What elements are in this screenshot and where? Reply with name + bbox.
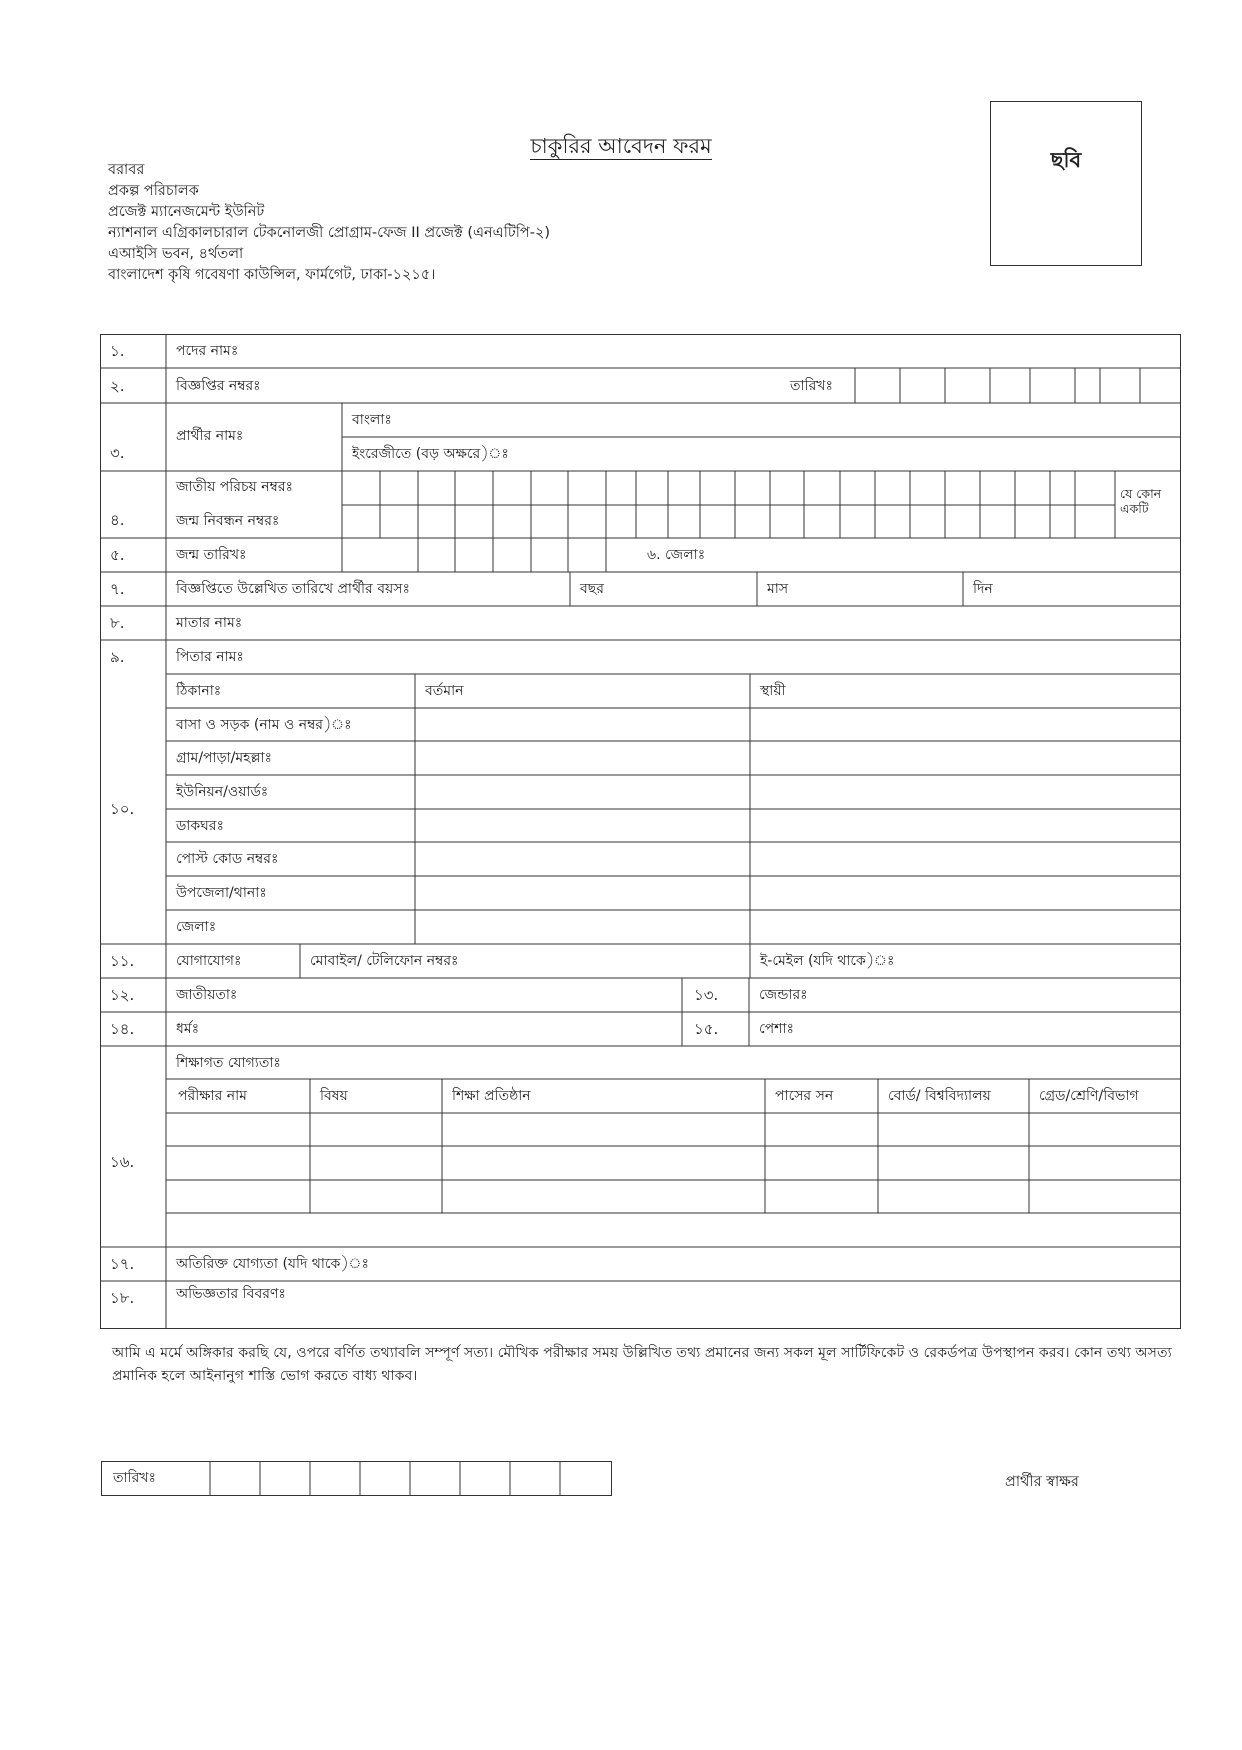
name-bangla-label: বাংলাঃ — [352, 412, 392, 428]
row-number: ১২. — [110, 986, 135, 1004]
row-number: ১. — [110, 342, 125, 360]
row-number: ১৪. — [110, 1020, 135, 1038]
email-label: ই-মেইল (যদি থাকে)ঃ — [760, 953, 895, 969]
row-number: ৫. — [110, 546, 125, 564]
birth-registration-label: জন্ম নিবন্ধন নম্বরঃ — [176, 513, 280, 529]
post-office-label: ডাকঘরঃ — [176, 818, 224, 834]
edu-header-subject: বিষয় — [320, 1088, 348, 1104]
name-english-label: ইংরেজীতে (বড় অক্ষরে)ঃ — [352, 446, 509, 462]
photo-label: ছবি — [1050, 148, 1082, 172]
row-number: ৯. — [110, 648, 125, 666]
edu-header-grade: গ্রেড/শ্রেণি/বিভাগ — [1039, 1088, 1139, 1104]
form-title: চাকুরির আবেদন ফরম — [530, 134, 712, 158]
row-number: ২. — [110, 377, 125, 395]
application-form-table — [100, 334, 1181, 1329]
edu-header-exam: পরীক্ষার নাম — [178, 1088, 247, 1104]
row-number: ১৩. — [694, 986, 719, 1004]
present-address-label: বর্তমান — [425, 683, 464, 699]
house-road-label: বাসা ও সড়ক (নাম ও নম্বর)ঃ — [176, 717, 352, 733]
permanent-address-label: স্থায়ী — [760, 683, 786, 699]
address-district-label: জেলাঃ — [176, 919, 217, 935]
circular-number-label: বিজ্ঞপ্তির নম্বরঃ — [176, 378, 261, 394]
row-number: ১৮. — [110, 1289, 135, 1307]
post-code-label: পোস্ট কোড নম্বরঃ — [176, 851, 279, 867]
addressee-line: ন্যাশনাল এগ্রিকালচারাল টেকনোলজী প্রোগ্রাম-ফেজ II প্রজেক্ট (এনএটিপি-২) — [108, 225, 551, 241]
birth-date-label: জন্ম তারিখঃ — [176, 547, 247, 563]
addressee-line: প্রজেক্ট ম্যানেজমেন্ট ইউনিট — [108, 204, 265, 220]
footer-date-label: তারিখঃ — [113, 1470, 156, 1486]
extra-qualification-label: অতিরিক্ত যোগ্যতা (যদি থাকে)ঃ — [176, 1256, 369, 1272]
addressee-line: বরাবর — [108, 162, 145, 178]
row-number: ১৭. — [110, 1255, 135, 1273]
any-one-note: যে কোন একটি — [1120, 486, 1162, 516]
union-ward-label: ইউনিয়ন/ওয়ার্ডঃ — [176, 784, 269, 800]
row-number: ১১. — [110, 952, 135, 970]
education-label: শিক্ষাগত যোগ্যতাঃ — [176, 1055, 281, 1071]
experience-label: অভিজ্ঞতার বিবরণঃ — [176, 1286, 286, 1302]
row-number: ১৫. — [694, 1020, 719, 1038]
addressee-line: বাংলাদেশ কৃষি গবেষণা কাউন্সিল, ফার্মগেট, ঢাকা-১২১৫। — [108, 267, 436, 283]
applicant-name-label: প্রার্থীর নামঃ — [176, 428, 244, 444]
gender-label: জেন্ডারঃ — [759, 987, 808, 1003]
addressee-block — [108, 160, 550, 286]
row-number: ৩. — [110, 444, 125, 462]
father-name-label: পিতার নামঃ — [176, 649, 244, 665]
post-name-label: পদের নামঃ — [176, 343, 239, 359]
applicant-signature-label: প্রার্থীর স্বাক্ষর — [1005, 1474, 1079, 1490]
nid-label: জাতীয় পরিচয় নম্বরঃ — [176, 479, 294, 495]
photo-box[interactable] — [990, 101, 1142, 266]
row-number: ৭. — [110, 580, 125, 598]
row-number: ৪. — [110, 511, 125, 529]
age-day-label: দিন — [973, 581, 993, 597]
row-number: ১৬. — [110, 1153, 135, 1171]
edu-header-institution: শিক্ষা প্রতিষ্ঠান — [452, 1088, 531, 1104]
upazila-label: উপজেলা/থানাঃ — [176, 885, 267, 901]
edu-header-passing-year: পাসের সন — [775, 1088, 834, 1104]
mobile-label: মোবাইল/ টেলিফোন নম্বরঃ — [310, 953, 459, 969]
address-label: ঠিকানাঃ — [176, 683, 222, 699]
addressee-line: প্রকল্প পরিচালক — [108, 183, 199, 199]
footer-date-box[interactable] — [101, 1461, 612, 1496]
circular-date-label: তারিখঃ — [790, 378, 833, 394]
religion-label: ধর্মঃ — [176, 1021, 200, 1037]
district-label: ৬. জেলাঃ — [647, 547, 706, 563]
age-month-label: মাস — [767, 581, 789, 597]
row-number: ৮. — [110, 614, 125, 632]
mother-name-label: মাতার নামঃ — [176, 615, 243, 631]
contact-label: যোগাযোগঃ — [176, 953, 242, 969]
footer-date-grid — [101, 1461, 612, 1496]
age-label: বিজ্ঞপ্তিতে উল্লেখিত তারিখে প্রার্থীর বয়সঃ — [176, 581, 410, 597]
edu-header-board: বোর্ড/ বিশ্ববিদ্যালয় — [888, 1088, 991, 1104]
occupation-label: পেশাঃ — [759, 1021, 794, 1037]
declaration-text: আমি এ মর্মে অঙ্গিকার করছি যে, ওপরে বর্ণিত তথ্যাবলি সম্পূর্ণ সত্য। মৌখিক পরীক্ষার সময় উল্লিখিত তথ্য প্রমানের জন্য সকল মূল সার্টিফিকেট ও রেকর্ডপত্র উপস্থাপন করব। কোন তথ্য অসত্য প্রমানিক হলে আইনানুগ শাস্তি ভোগ করতে বাধ্য থাকব। — [112, 1345, 1172, 1384]
addressee-line: এআইসি ভবন, ৪র্থতলা — [108, 246, 244, 262]
age-year-label: বছর — [580, 581, 604, 597]
nationality-label: জাতীয়তাঃ — [176, 987, 238, 1003]
row-number: ১০. — [110, 800, 135, 818]
village-label: গ্রাম/পাড়া/মহল্লাঃ — [176, 750, 272, 766]
